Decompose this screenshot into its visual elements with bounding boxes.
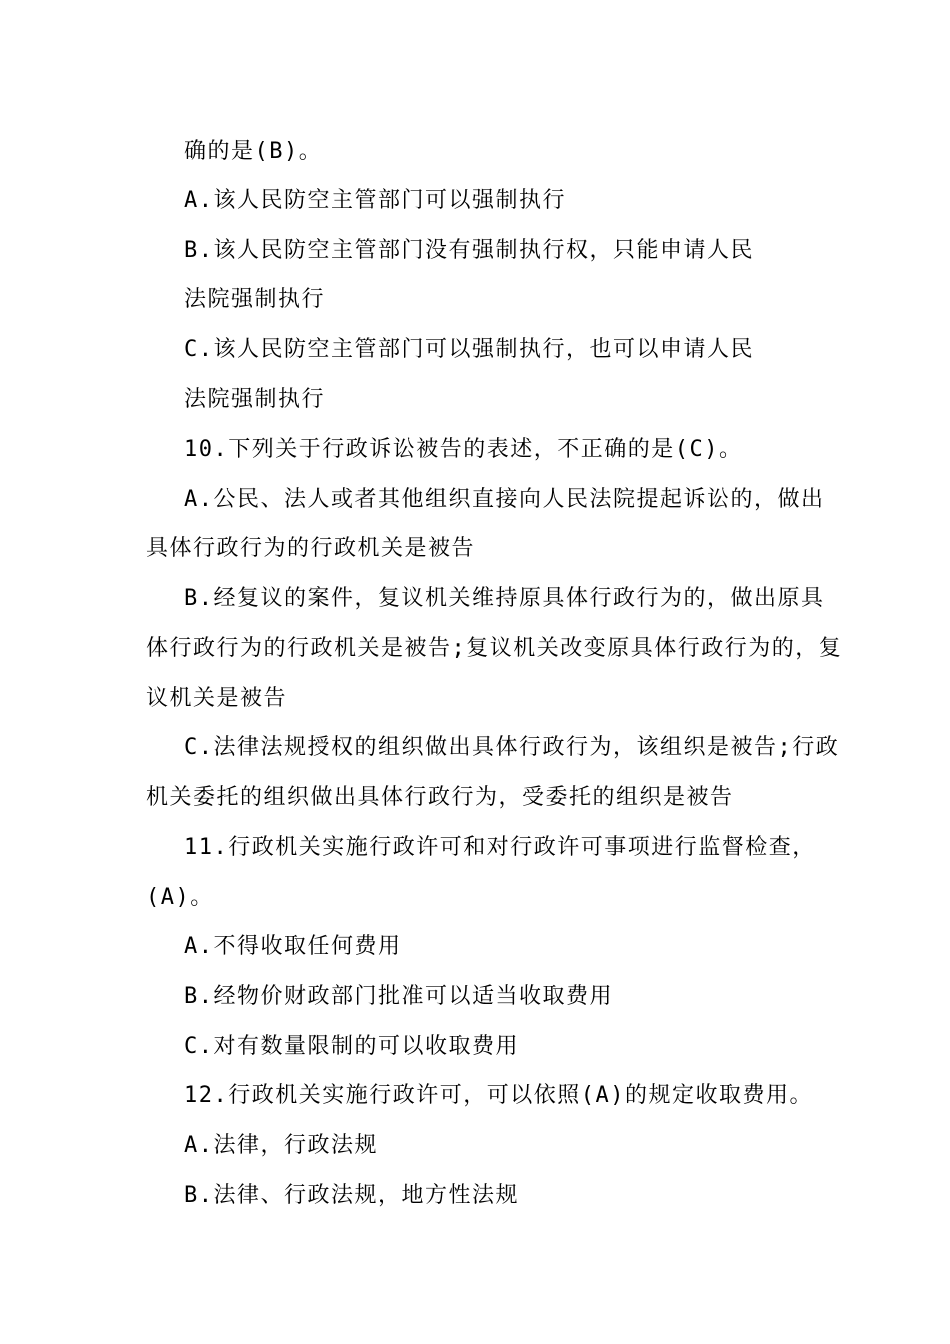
question-11: 11.行政机关实施行政许可和对行政许可事项进行监督检查，	[184, 835, 816, 860]
question-10: 10.下列关于行政诉讼被告的表述，不正确的是(C)。	[184, 437, 743, 462]
text-line: A.公民、法人或者其他组织直接向人民法院提起诉讼的，做出	[184, 487, 825, 512]
text-line: B.经复议的案件，复议机关维持原具体行政行为的，做出原具	[184, 586, 825, 611]
text-line: A.不得收取任何费用	[184, 934, 402, 959]
text-line: A.该人民防空主管部门可以强制执行	[184, 188, 566, 213]
text-line: 确的是(B)。	[184, 139, 323, 164]
text-line: 体行政行为的行政机关是被告;复议机关改变原具体行政行为的，复	[146, 636, 843, 661]
text-line: C.该人民防空主管部门可以强制执行，也可以申请人民	[184, 337, 754, 362]
question-12: 12.行政机关实施行政许可，可以依照(A)的规定收取费用。	[184, 1083, 813, 1108]
text-line: 议机关是被告	[146, 686, 288, 711]
text-line: C.对有数量限制的可以收取费用	[184, 1034, 519, 1059]
text-line: A.法律，行政法规	[184, 1133, 378, 1158]
text-line: 具体行政行为的行政机关是被告	[146, 536, 476, 561]
text-line: B.该人民防空主管部门没有强制执行权，只能申请人民	[184, 238, 754, 263]
text-line: B.法律、行政法规，地方性法规	[184, 1183, 519, 1208]
text-line: B.经物价财政部门批准可以适当收取费用	[184, 984, 613, 1009]
text-line: 法院强制执行	[184, 287, 326, 312]
text-line: 机关委托的组织做出具体行政行为，受委托的组织是被告	[146, 785, 734, 810]
text-line: 法院强制执行	[184, 387, 326, 412]
text-line: (A)。	[146, 885, 214, 910]
text-line: C.法律法规授权的组织做出具体行政行为，该组织是被告;行政	[184, 735, 840, 760]
